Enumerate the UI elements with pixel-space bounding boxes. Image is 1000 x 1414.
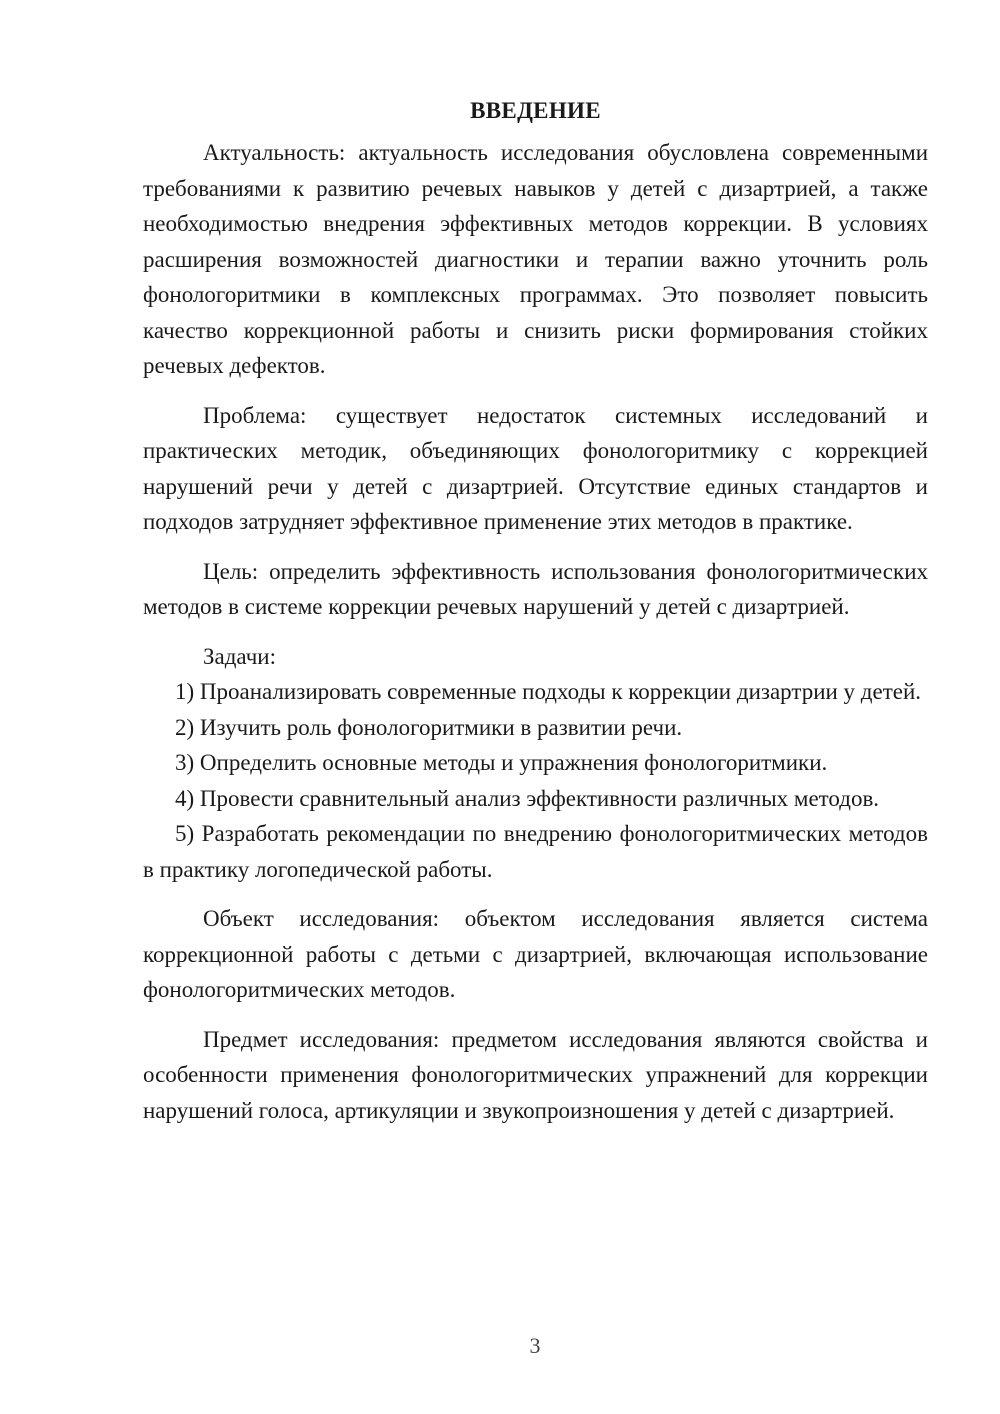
task-item-4: 4) Провести сравнительный анализ эффективности различных методов.	[175, 785, 880, 811]
paragraph-object: Объект исследования: объектом исследования является система коррекционной работы с детьми с дизартрией, включающая использование фонологоритмических методов.	[143, 906, 928, 1002]
paragraph-goal: Цель: определить эффективность использования фонологоритмических методов в системе коррекции речевых нарушений у детей с дизартрией.	[143, 558, 928, 619]
paragraph-subject: Предмет исследования: предметом исследования являются свойства и особенности применения фонологоритмических упражнений для коррекции нарушений голоса, артикуляции и звукопроизношения у детей с дизартрией.	[143, 1026, 928, 1123]
paragraph-relevance: Актуальность: актуальность исследования обусловлена современными требованиями к развитию речевых навыков у детей с дизартрией, а также необходимостью внедрения эффективных методов коррекции. В условиях расширения возможностей диагностики и терапии важно уточнить роль фонологоритмики в комплексных программах. Это позволяет повысить качество коррекционной работы и снизить риски формирования стойких речевых дефектов.	[143, 140, 928, 378]
section-heading: ВВЕДЕНИЕ	[470, 98, 601, 123]
tasks-label: Задачи:	[203, 643, 276, 669]
task-item-3: 3) Определить основные методы и упражнения фонологоритмики.	[175, 750, 828, 775]
task-item-2: 2) Изучить роль фонологоритмики в развитии речи.	[175, 714, 683, 740]
document-page	[143, 93, 928, 1128]
paragraph-problem: Проблема: существует недостаток системных исследований и практических методик, объединяющих фонологоритмику с коррекцией нарушений речи у детей с дизартрией. Отсутствие единых стандартов и подходов затрудняет эффективное применение этих методов в практике.	[143, 402, 928, 534]
task-item-5: 5) Разработать рекомендации по внедрению фонологоритмических методов в практику логопедической работы.	[143, 821, 928, 882]
page-number: 3	[529, 1333, 541, 1358]
task-item-1: 1) Проанализировать современные подходы к коррекции дизартрии у детей.	[175, 679, 922, 704]
